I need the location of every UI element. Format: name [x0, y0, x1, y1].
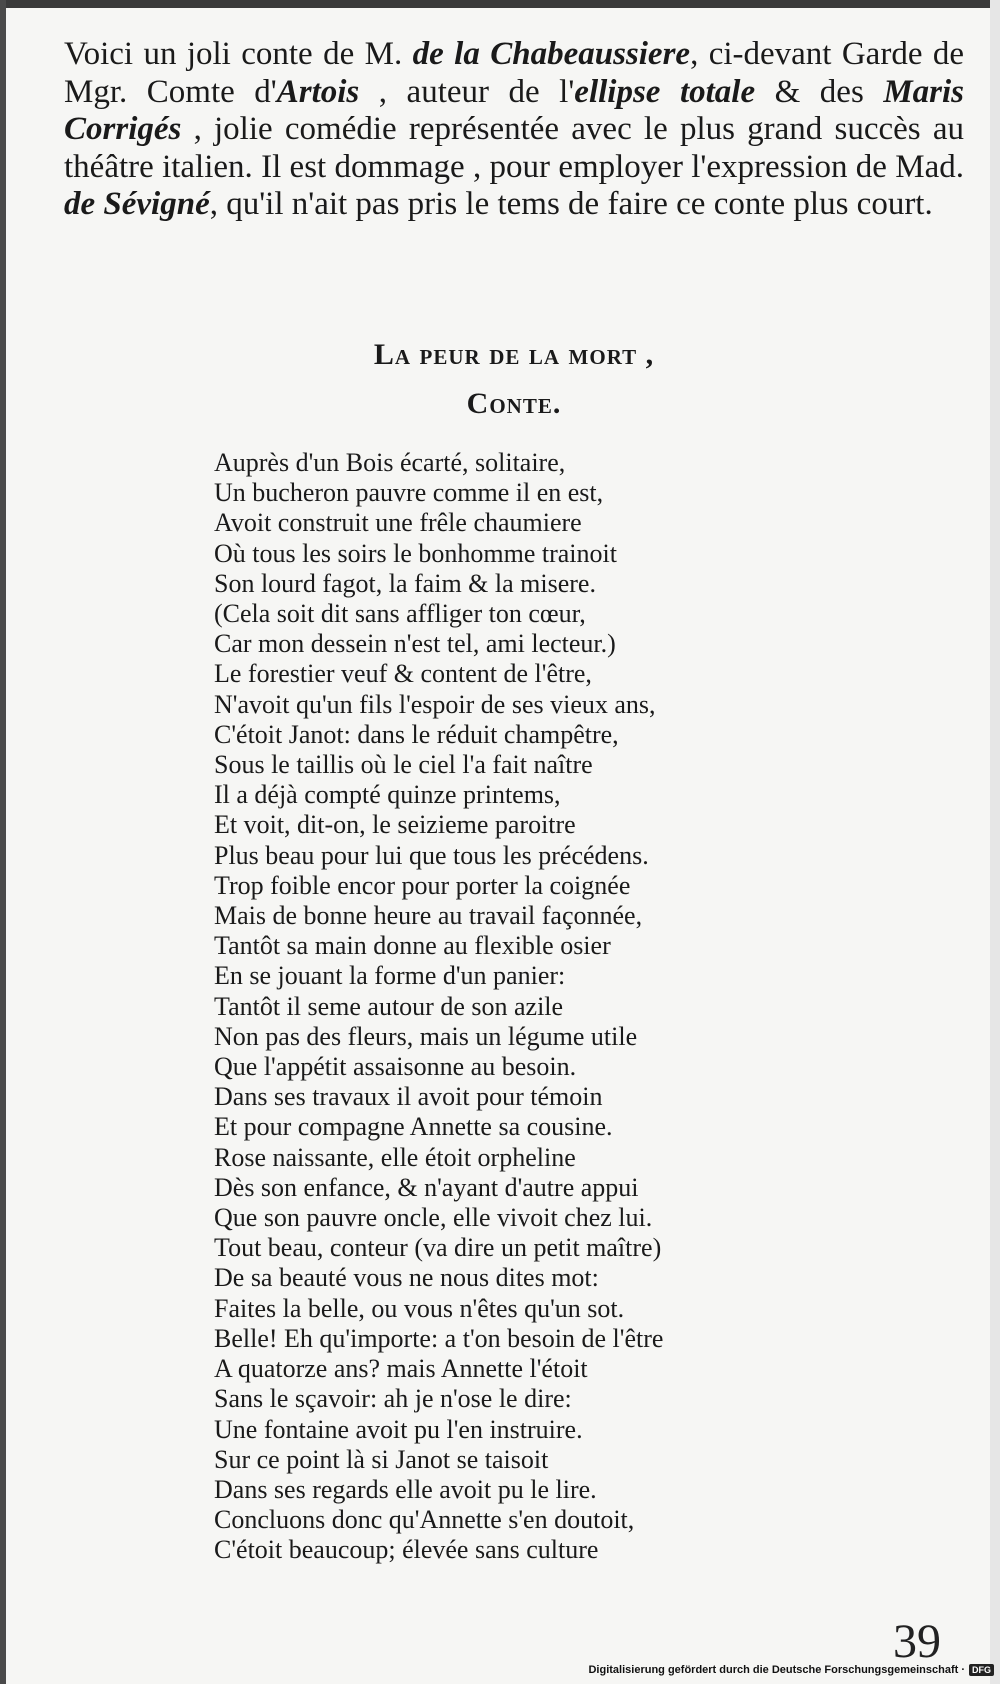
poem-line: Non pas des fleurs, mais un légume utile: [214, 1021, 638, 1051]
poem-line: Le forestier veuf & content de l'être,: [214, 659, 592, 689]
poem-line: Dès son enfance, & n'ayant d'autre appui: [214, 1172, 639, 1202]
poem-line: A quatorze ans? mais Annette l'étoit: [214, 1354, 588, 1384]
poem-line: C'étoit beaucoup; élevée sans culture: [214, 1535, 599, 1565]
poem-line: Mais de bonne heure au travail façonnée,: [214, 901, 643, 931]
poem-line: Sous le taillis où le ciel l'a fait naître: [214, 750, 593, 780]
poem-line: Et voit, dit-on, le seizieme paroitre: [214, 810, 576, 840]
intro-title-maris: Maris Corrigés: [64, 73, 965, 147]
poem-line: Où tous les soirs le bonhomme trainoit: [214, 538, 617, 568]
poem-line: Auprès d'un Bois écarté, solitaire,: [214, 448, 566, 477]
scan-right-edge: [990, 0, 1000, 1684]
poem-line: N'avoit qu'un fils l'espoir de ses vieux ans,: [214, 689, 656, 719]
poem-body: [214, 448, 914, 1566]
page-number: 39: [893, 1615, 941, 1668]
scan-top-border: [0, 0, 1000, 8]
poem-line: Dans ses travaux il avoit pour témoin: [214, 1082, 603, 1112]
poem-line: De sa beauté vous ne nous dites mot:: [214, 1263, 599, 1293]
intro-text-3: , auteur de l': [359, 73, 575, 110]
poem-line: En se jouant la forme d'un panier:: [214, 961, 566, 991]
intro-title-ellipse: ellipse totale: [574, 73, 756, 110]
dfg-logo: DFG: [969, 1664, 994, 1676]
intro-text-2: , ci-devant Garde de Mgr. Comte d': [64, 36, 965, 110]
poem-line: Sans le sçavoir: ah je n'ose le dire:: [214, 1384, 572, 1414]
poem-line: (Cela soit dit sans affliger ton cœur,: [214, 599, 586, 629]
poem-line: Belle! Eh qu'importe: a t'on besoin de l'être: [214, 1323, 664, 1353]
intro-text-6: , qu'il n'ait pas pris le tems de faire ce conte plus court.: [209, 186, 933, 222]
poem-line: Concluons donc qu'Annette s'en doutoit,: [214, 1505, 635, 1535]
intro-name-artois: Artois: [276, 73, 360, 110]
poem-line: Tantôt il seme autour de son azile: [214, 991, 564, 1021]
poem-line: Rose naissante, elle étoit orpheline: [214, 1142, 576, 1172]
poem-line: Un bucheron pauvre comme il en est,: [214, 478, 604, 508]
poem-title: La peur de la mort ,: [373, 338, 655, 371]
poem-subtitle: Conte.: [466, 387, 562, 420]
poem-line: Et pour compagne Annette sa cousine.: [214, 1112, 613, 1142]
poem-line: Plus beau pour lui que tous les précédens.: [214, 840, 649, 870]
poem-line: Faites la belle, ou vous n'êtes qu'un sot.: [214, 1293, 625, 1323]
poem-line: Tantôt sa main donne au flexible osier: [214, 931, 611, 961]
poem-line: Car mon dessein n'est tel, ami lecteur.): [214, 629, 616, 659]
poem-line: Il a déjà compté quinze printems,: [214, 780, 561, 810]
footer-text: Digitalisierung gefördert durch die Deutsche Forschungsgemeinschaft ·: [588, 1664, 965, 1676]
intro-text-1: Voici un joli conte de M.: [64, 36, 413, 72]
intro-name-sevigne: de Sévigné: [64, 186, 210, 222]
poem-line: Une fontaine avoit pu l'en instruire.: [214, 1414, 583, 1444]
scan-left-border: [0, 0, 6, 1684]
intro-name-chabeaussiere: de la Chabeaussiere: [412, 36, 691, 72]
poem-line: Que l'appétit assaisonne au besoin.: [214, 1052, 577, 1082]
intro-text-5: , jolie comédie représentée avec le plus grand succès au théâtre italien. Il est dommage , pour employer l'expression de Mad.: [64, 111, 964, 185]
poem-line: C'étoit Janot: dans le réduit champêtre,: [214, 719, 619, 749]
poem-line: Avoit construit une frêle chaumiere: [214, 508, 582, 538]
poem-line: Son lourd fagot, la faim & la misere.: [214, 568, 596, 598]
intro-paragraph: [64, 36, 964, 224]
poem-line: Dans ses regards elle avoit pu le lire.: [214, 1474, 597, 1504]
poem-line: Trop foible encor pour porter la coignée: [214, 870, 631, 900]
poem-line: Sur ce point là si Janot se taisoit: [214, 1444, 549, 1474]
intro-text-4: & des: [755, 73, 884, 110]
digitization-footer: [588, 1664, 994, 1676]
poem-line: Tout beau, conteur (va dire un petit maître): [214, 1233, 662, 1263]
poem-line: Que son pauvre oncle, elle vivoit chez lui.: [214, 1203, 653, 1233]
